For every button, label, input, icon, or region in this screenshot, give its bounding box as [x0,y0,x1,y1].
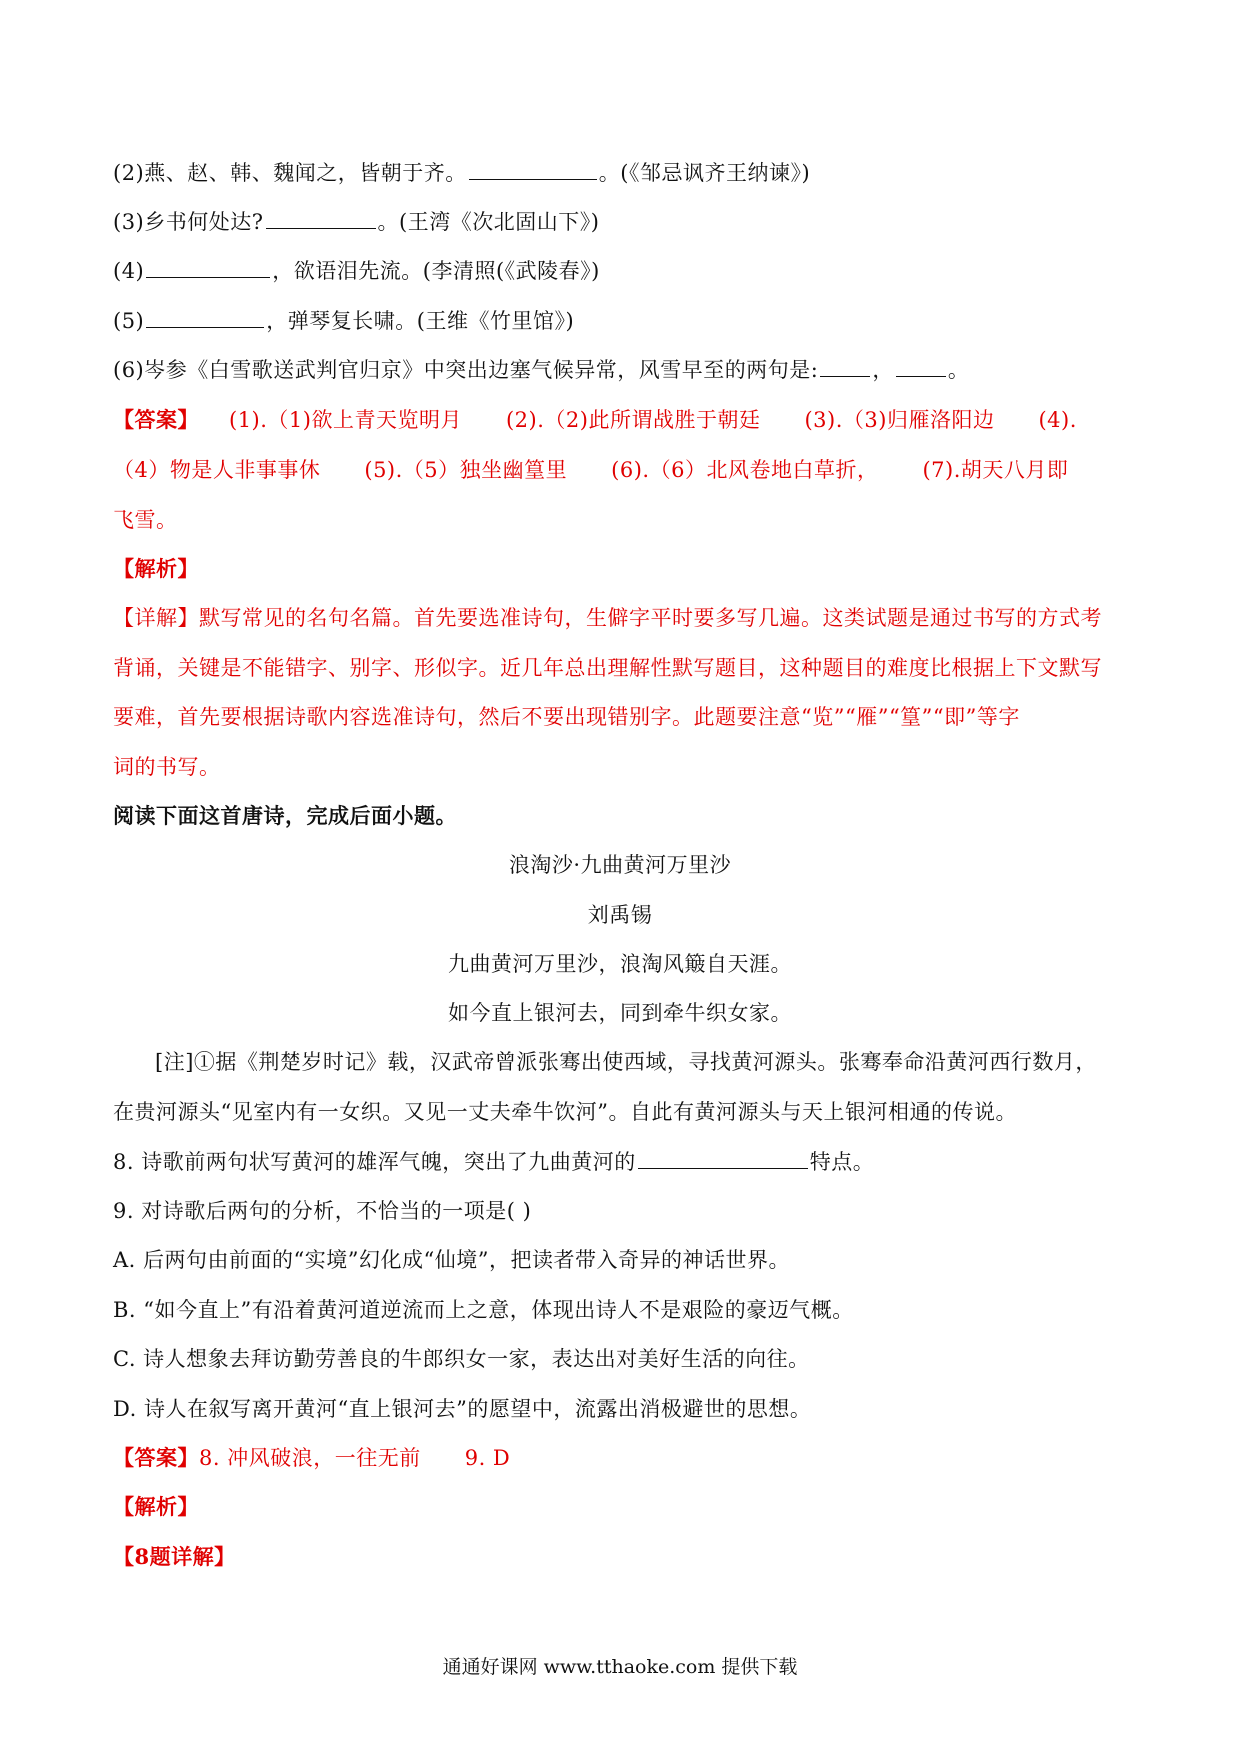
answer-1: (1).（1)欲上青天览明月 [229,408,462,432]
poem-title: 浪淘沙·九曲黄河万里沙 [508,853,732,877]
answer-label: 【答案】 [113,407,199,432]
q6-comma: ， [872,358,894,382]
q5-source: ，弹琴复长啸。(王维《竹里馆》) [266,309,575,333]
q6-end: 。 [947,358,970,382]
analysis-1-detail-4: 词的书写。 [113,755,221,779]
fill-in-q3 [113,207,1133,237]
answer-5: (5).（5）独坐幽篁里 [364,458,568,482]
fill-in-q6 [113,355,1133,385]
answer-4-tail: （4）物是人非事事休 [113,458,321,482]
q6-blank-2[interactable] [896,356,946,377]
answer-2: (2).（2)此所谓战胜于朝廷 [505,408,761,432]
answer-1-line-3 [113,505,1133,535]
answer-7-head: (7).胡天八月即 [922,458,1069,482]
answer-6: (6).（6）北风卷地白草折， [611,458,879,482]
analysis-8-detail-label: 【8题详解】 [113,1544,236,1569]
q4-prompt: (4) [113,259,145,283]
fill-in-q2 [113,158,1133,188]
analysis-2-label: 【解析】 [113,1494,199,1519]
poem-line-2: 如今直上银河去，同到牵牛织女家。 [448,1001,792,1025]
poem-line-1: 九曲黄河万里沙，浪淘风簸自天涯。 [448,952,792,976]
answer-4-head: (4). [1038,408,1077,432]
answer-2-line [113,1443,1133,1473]
analysis-1-label: 【解析】 [113,556,199,581]
option-b: B. “如今直上”有沿着黄河道逆流而上之意，体现出诗人不是艰险的豪迈气概。 [113,1298,854,1322]
q3-prompt: (3)乡书何处达? [113,210,264,234]
answer-1-line-1 [113,405,1133,435]
q4-source: ，欲语泪先流。(李清照(《武陵春》) [272,259,600,283]
q2-prompt: (2)燕、赵、韩、魏闻之，皆朝于齐。 [113,161,467,185]
fill-in-q5 [113,306,1133,336]
q6-prompt: (6)岑参《白雪歌送武判官归京》中突出边塞气候异常，风雪早至的两句是: [113,358,819,382]
option-d: D. 诗人在叙写离开黄河“直上银河去”的愿望中，流露出消极避世的思想。 [113,1397,812,1421]
q3-blank[interactable] [266,208,376,229]
reading-instruction: 阅读下面这首唐诗，完成后面小题。 [113,803,457,828]
option-a: A. 后两句由前面的“实境”幻化成“仙境”，把读者带入奇异的神话世界。 [113,1248,790,1272]
analysis-1-detail-1: 【详解】默写常见的名句名篇。首先要选准诗句，生僻字平时要多写几遍。这类试题是通过书写的方式考 [113,606,1102,630]
q8-prompt: 8. 诗歌前两句状写黄河的雄浑气魄，突出了九曲黄河的 [113,1150,636,1174]
answer-8: 8. 冲风破浪，一往无前 [199,1446,421,1470]
q5-prompt: (5) [113,309,145,333]
q8-end: 特点。 [809,1150,875,1174]
q8-blank[interactable] [638,1148,808,1169]
analysis-1-detail-3: 要难，首先要根据诗歌内容选准诗句，然后不要出现错别字。此题要注意“览”“雁”“篁”“即”等字 [113,705,1020,729]
answer-9: 9. D [464,1446,511,1470]
option-c: C. 诗人想象去拜访勤劳善良的牛郎织女一家，表达出对美好生活的向往。 [113,1347,810,1371]
answer-3: (3).（3)归雁洛阳边 [804,408,995,432]
poem-note-2: 在贵河源头“见室内有一女织。又见一丈夫牵牛饮河”。自此有黄河源头与天上银河相通的传说。 [113,1100,1017,1124]
analysis-1-detail-2: 背诵，关键是不能错字、别字、形似字。近几年总出理解性默写题目，这种题目的难度比根据上下文默写 [113,656,1102,680]
answer-7-tail: 飞雪。 [113,508,178,532]
fill-in-q4 [113,256,1133,286]
page-footer: 通通好课网 www.tthaoke.com 提供下载 [442,1656,798,1678]
poem-note-1: [注]①据《荆楚岁时记》载，汉武帝曾派张骞出使西域，寻找黄河源头。张骞奉命沿黄河西行数月， [155,1050,1097,1074]
question-8 [113,1147,1133,1177]
answer-1-line-2 [113,455,1133,485]
q6-blank-1[interactable] [820,356,870,377]
q5-blank[interactable] [146,307,264,328]
q2-blank[interactable] [469,159,597,180]
q3-source: 。(王湾《次北固山下》) [377,210,600,234]
question-9: 9. 对诗歌后两句的分析，不恰当的一项是( ) [113,1199,532,1223]
poem-author: 刘禹锡 [587,903,653,927]
answer-label-2: 【答案】 [113,1445,199,1470]
q4-blank[interactable] [146,257,270,278]
q2-source: 。(《邹忌讽齐王纳谏》) [598,161,811,185]
